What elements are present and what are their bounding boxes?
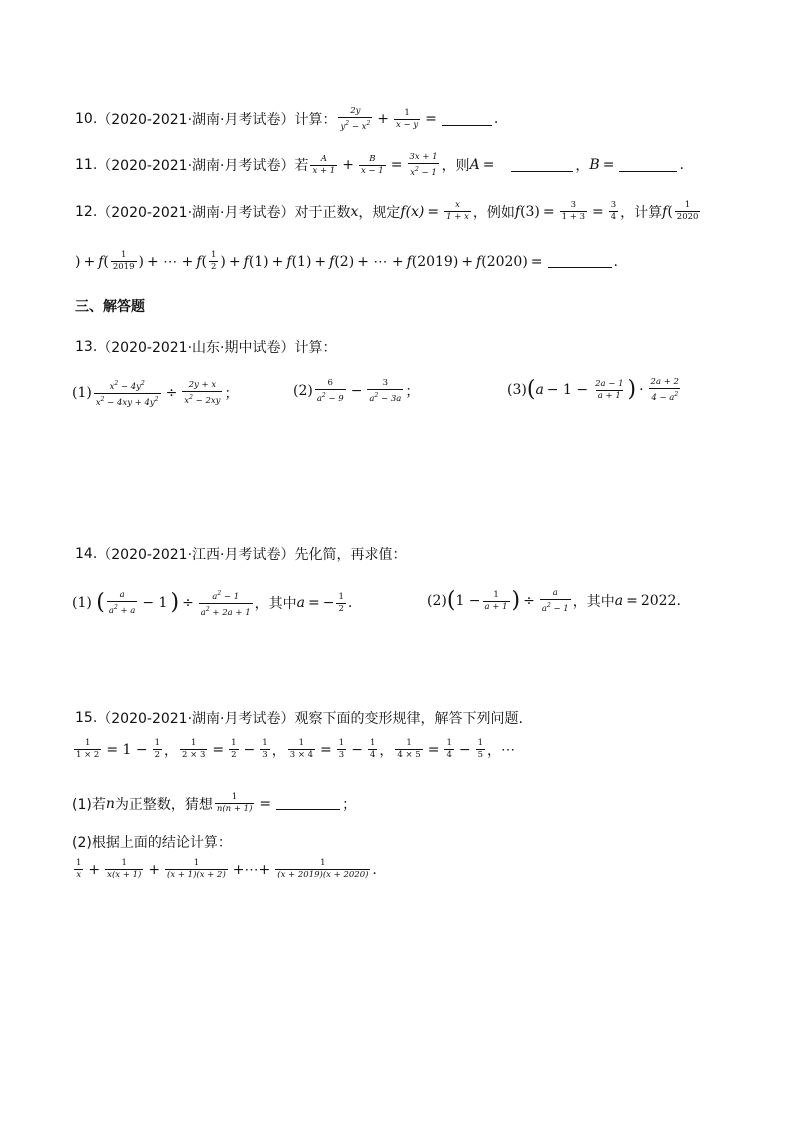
q11-line: 11. （2020-2021·湖南·月考试卷） 若 $\frac{A}{x + 1}$ + $\frac{B}{x - 1}$ = $\frac{3x + 1}{x^2 - 1}$ ，则 A = ， B = .	[75, 152, 684, 178]
q12-rule: ，规定	[358, 204, 401, 221]
q12-frac-2019: $\frac{1}{2019}$	[112, 250, 135, 272]
q14-source: （2020-2021·江西·月考试卷）	[97, 547, 295, 563]
q11-fraction-a: $\frac{A}{x + 1}$	[312, 153, 336, 176]
q11-var-a: A	[469, 157, 480, 174]
q15-number: 15.	[75, 710, 98, 726]
q15-sum-frac-1: $\frac{1}{x}$	[76, 858, 82, 880]
q11-fraction-c: $\frac{3x + 1}{x^2 - 1}$	[409, 152, 438, 178]
q10-answer-blank[interactable]	[442, 113, 492, 126]
q11-then: ，则	[441, 158, 470, 175]
q12-def-fraction: $\frac{x}{1 + x}$	[446, 200, 469, 222]
q12-line-2: ) + f ( $\frac{1}{2019}$ ) + ⋯ + f ( $\frac{1}{2}$ ) + f (1) + f (1) + f (2) + ⋯ + f (2019) + f (2020) = .	[75, 250, 618, 272]
q12-line-1: 12. （2020-2021·湖南·月考试卷） 对于正数 x ，规定 f(x) = $\frac{x}{1 + x}$ ，例如 f (3) = $\frac{3}{1 + 3}$ = $\frac{3}{4}$ ，计算 f ( $\frac{1}{2020}$	[75, 200, 699, 222]
q12-answer-blank[interactable]	[548, 255, 612, 268]
q13-2-frac-a: $\frac{6}{a^2 - 9}$	[316, 378, 344, 404]
q14-1-frac-a: $\frac{a}{a^2 + a}$	[108, 589, 136, 616]
q11-var-b: B	[589, 157, 600, 174]
q11-fraction-b: $\frac{B}{x - 1}$	[360, 153, 384, 176]
q10-source: （2020-2021·湖南·月考试卷）	[97, 112, 295, 129]
q15-line	[75, 708, 523, 728]
q14-prompt: 先化简，再求值：	[294, 547, 407, 563]
q10-line: 10. （2020-2021·湖南·月考试卷） 计算： $\frac{2y}{y^2 - x^2}$ + $\frac{1}{x - y}$ = .	[75, 106, 499, 132]
q15-sum-frac-3: $\frac{1}{(x + 1)(x + 2)}$	[167, 858, 226, 880]
q14-part-1: (1) ( $\frac{a}{a^2 + a}$ − 1 ) ÷ $\frac{a^2 - 1}{a^2 + 2a + 1}$ ， 其中 a = − $\frac{1}{2}$ .	[72, 589, 353, 618]
q13-part-2: (2) $\frac{6}{a^2 - 9}$ − $\frac{3}{a^2 - 3a}$ ；	[293, 378, 420, 404]
q13-part-1: (1) $\frac{x^2 - 4y^2}{x^2 - 4xy + 4y^2}$ ÷ $\frac{2y + x}{x^2 - 2xy}$ ；	[72, 379, 239, 408]
q13-line	[75, 337, 336, 357]
q15-p1-frac: $\frac{1}{n(n + 1)}$	[216, 792, 253, 814]
q11-source: （2020-2021·湖南·月考试卷）	[97, 158, 295, 175]
q13-1-frac-b: $\frac{2y + x}{x^2 - 2xy}$	[184, 379, 221, 406]
section-3-title	[75, 296, 145, 316]
q12-example-fraction-1: $\frac{3}{1 + 3}$	[561, 200, 585, 222]
q15-answer-blank[interactable]	[276, 797, 340, 810]
q10-prompt: 计算：	[294, 112, 337, 129]
q13-2-frac-b: $\frac{3}{a^2 - 3a}$	[369, 378, 402, 404]
q11-answer-blank-a[interactable]	[511, 159, 573, 172]
q15-pat-2: $\frac{1}{2 \times 3}$	[182, 738, 206, 760]
q13-3-frac-a: $\frac{2a - 1}{a + 1}$	[595, 378, 624, 401]
q11-prompt: 若	[294, 158, 309, 175]
q15-source: （2020-2021·湖南·月考试卷）	[97, 711, 295, 727]
q12-prompt: 对于正数	[294, 204, 351, 221]
q14-2-frac-b: $\frac{a}{a^2 - 1}$	[541, 588, 569, 614]
q12-frac-2020: $\frac{1}{2020}$	[676, 200, 699, 222]
q13-source: （2020-2021·山东·期中试卷）	[97, 340, 295, 356]
q10-number: 10.	[75, 111, 98, 128]
q15-part-2	[72, 832, 232, 852]
q11-number: 11.	[75, 157, 98, 174]
q15-sum: $\frac{1}{x}$ + $\frac{1}{x(x + 1)}$ + $\frac{1}{(x + 1)(x + 2)}$ +⋯+ $\frac{1}{(x + 2019)(x + 2020)}$ .	[76, 858, 377, 880]
q11-answer-blank-b[interactable]	[619, 159, 677, 172]
q15-prompt: 观察下面的变形规律，解答下列问题.	[294, 711, 523, 727]
q15-p1-text: 为正整数，猜想	[114, 796, 213, 813]
q13-part-3: (3) ( a − 1 − $\frac{2a - 1}{a + 1}$ ) · $\frac{2a + 2}{4 - a^2}$	[507, 377, 679, 403]
q12-frac-half: $\frac{1}{2}$	[211, 250, 217, 272]
q15-sum-frac-2: $\frac{1}{x(x + 1)}$	[107, 858, 142, 880]
q14-line	[75, 544, 406, 564]
q12-example-fraction-2: $\frac{3}{4}$	[610, 200, 617, 222]
q15-pat-4: $\frac{1}{4 \times 5}$	[397, 738, 421, 760]
q14-2-value: 2022.	[640, 593, 681, 610]
q13-number: 13.	[75, 339, 98, 355]
q15-pat-3: $\frac{1}{3 \times 4}$	[289, 738, 314, 760]
q15-part-1: (1)若 n 为正整数，猜想 $\frac{1}{n(n + 1)}$ = ；	[72, 792, 357, 814]
q13-1-frac-a: $\frac{x^2 - 4y^2}{x^2 - 4xy + 4y^2}$	[95, 380, 159, 408]
q14-1-frac-b: $\frac{a^2 - 1}{a^2 + 2a + 1}$	[200, 590, 251, 618]
q14-1-where: 其中	[268, 596, 297, 613]
q14-part-2: (2) ( 1 − $\frac{1}{a + 1}$ ) ÷ $\frac{a}{a^2 - 1}$ ， 其中 a = 2022.	[427, 588, 681, 614]
q13-3-frac-b: $\frac{2a + 2}{4 - a^2}$	[650, 377, 679, 403]
q12-number: 12.	[75, 203, 98, 220]
q15-p2-text: (2)根据上面的结论计算：	[72, 835, 232, 851]
section-3-heading: 三、解答题	[75, 299, 145, 315]
q15-pattern: $\frac{1}{1 \times 2}$ = 1 − $\frac{1}{2}$ ， $\frac{1}{2 \times 3}$ = $\frac{1}{2}$ − $\frac{1}{3}$ ， $\frac{1}{3 \times 4}$ = $\frac{1}{3}$ − $\frac{1}{4}$ ， $\frac{1}{4 \times 5}$ = $\frac{1}{4}$ − $\frac{1}{5}$ ， ⋯	[76, 738, 516, 760]
q12-calc: ，计算	[620, 204, 663, 221]
q13-prompt: 计算：	[294, 340, 337, 356]
q14-2-where: 其中	[586, 594, 615, 611]
q12-example: ，例如	[472, 204, 515, 221]
q10-fraction-1: $\frac{2y}{y^2 - x^2}$	[340, 106, 371, 132]
q15-pat-1: $\frac{1}{1 \times 2}$	[76, 738, 100, 760]
q15-p1-lead: (1)若	[72, 796, 106, 813]
q14-1-minus: −	[322, 595, 335, 612]
q10-fraction-2: $\frac{1}{x - y}$	[396, 107, 419, 130]
q14-number: 14.	[75, 546, 98, 562]
q14-1-frac-half: $\frac{1}{2}$	[338, 591, 344, 614]
q14-2-frac-a: $\frac{1}{a + 1}$	[484, 589, 508, 612]
q15-sum-frac-4: $\frac{1}{(x + 2019)(x + 2020)}$	[277, 858, 369, 880]
q12-source: （2020-2021·湖南·月考试卷）	[97, 204, 295, 221]
